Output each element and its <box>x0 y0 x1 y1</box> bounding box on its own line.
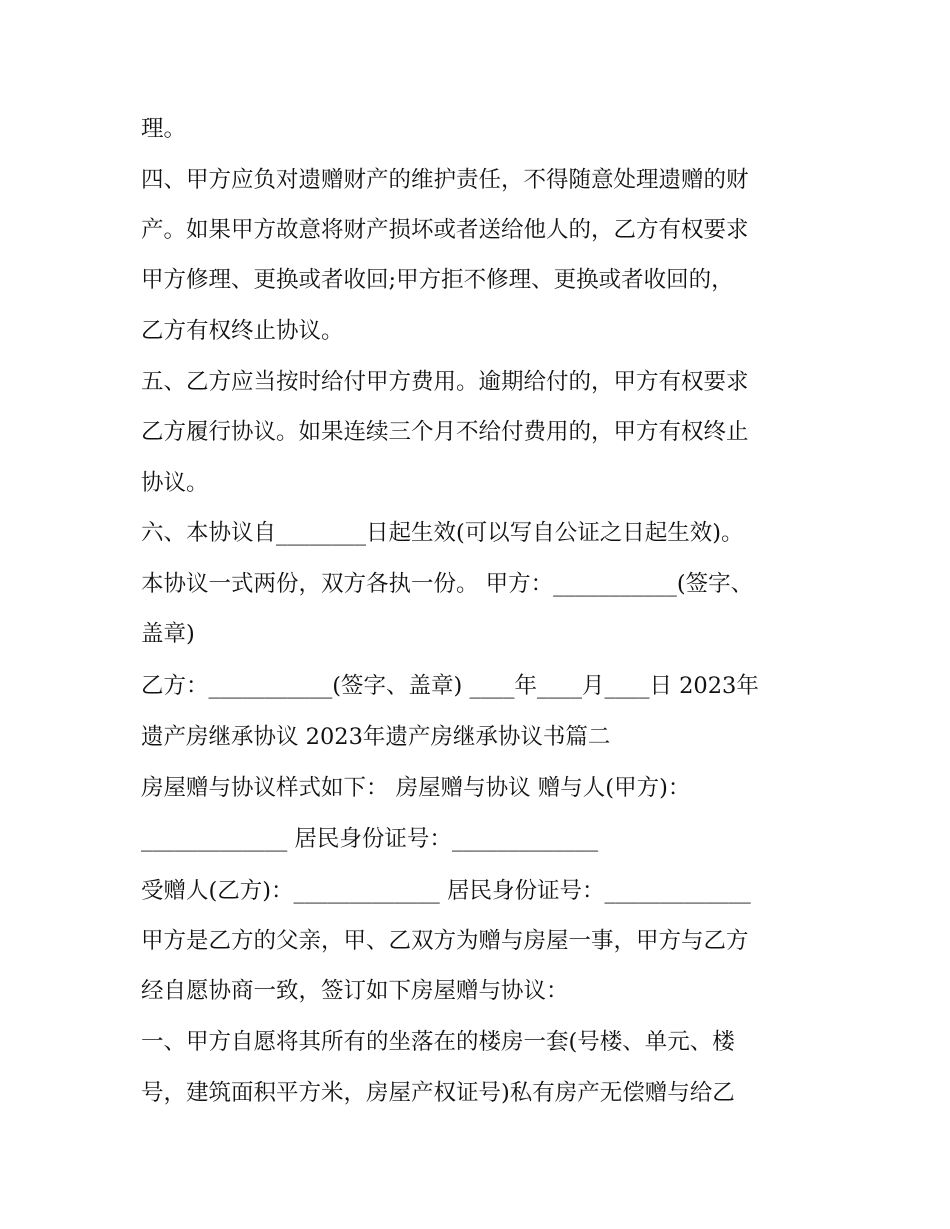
text-line-12: 乙方：___________(签字、盖章) ____年____月____日 2023年 <box>141 673 759 699</box>
text-line-14: 房屋赠与协议样式如下： 房屋赠与协议 赠与人(甲方)： <box>141 775 691 801</box>
text-line-9: 六、本协议自________日起生效(可以写自公证之日起生效)。 <box>141 520 744 546</box>
text-line-2: 四、甲方应负对遗赠财产的维护责任，不得随意处理遗赠的财 <box>141 167 749 193</box>
text-line-11: 盖章) <box>141 621 195 647</box>
text-line-20: 号，建筑面积平方米，房屋产权证号)私有房产无偿赠与给乙 <box>141 1080 735 1106</box>
text-line-3: 产。如果甲方故意将财产损坏或者送给他人的，乙方有权要求 <box>141 217 749 243</box>
text-line-19: 一、甲方自愿将其所有的坐落在的楼房一套(号楼、单元、楼 <box>141 1029 735 1055</box>
text-line-4: 甲方修理、更换或者收回;甲方拒不修理、更换或者收回的， <box>141 267 734 293</box>
text-line-15: _____________ 居民身份证号：_____________ <box>141 826 599 852</box>
text-line-6: 五、乙方应当按时给付甲方费用。逾期给付的，甲方有权要求 <box>141 369 749 395</box>
text-line-18: 经自愿协商一致，签订如下房屋赠与协议： <box>141 978 569 1004</box>
text-line-13: 遗产房继承协议 2023年遗产房继承协议书篇二 <box>141 724 611 750</box>
text-line-7: 乙方履行协议。如果连续三个月不给付费用的，甲方有权终止 <box>141 419 749 445</box>
text-line-5: 乙方有权终止协议。 <box>141 318 344 344</box>
text-line-16: 受赠人(乙方)：_____________ 居民身份证号：_____________ <box>141 878 751 904</box>
text-line-8: 协议。 <box>141 470 209 496</box>
text-line-17: 甲方是乙方的父亲，甲、乙双方为赠与房屋一事，甲方与乙方 <box>141 928 749 954</box>
text-line-10: 本协议一式两份，双方各执一份。 甲方：___________(签字、 <box>141 571 754 597</box>
text-line-1: 理。 <box>141 116 187 142</box>
